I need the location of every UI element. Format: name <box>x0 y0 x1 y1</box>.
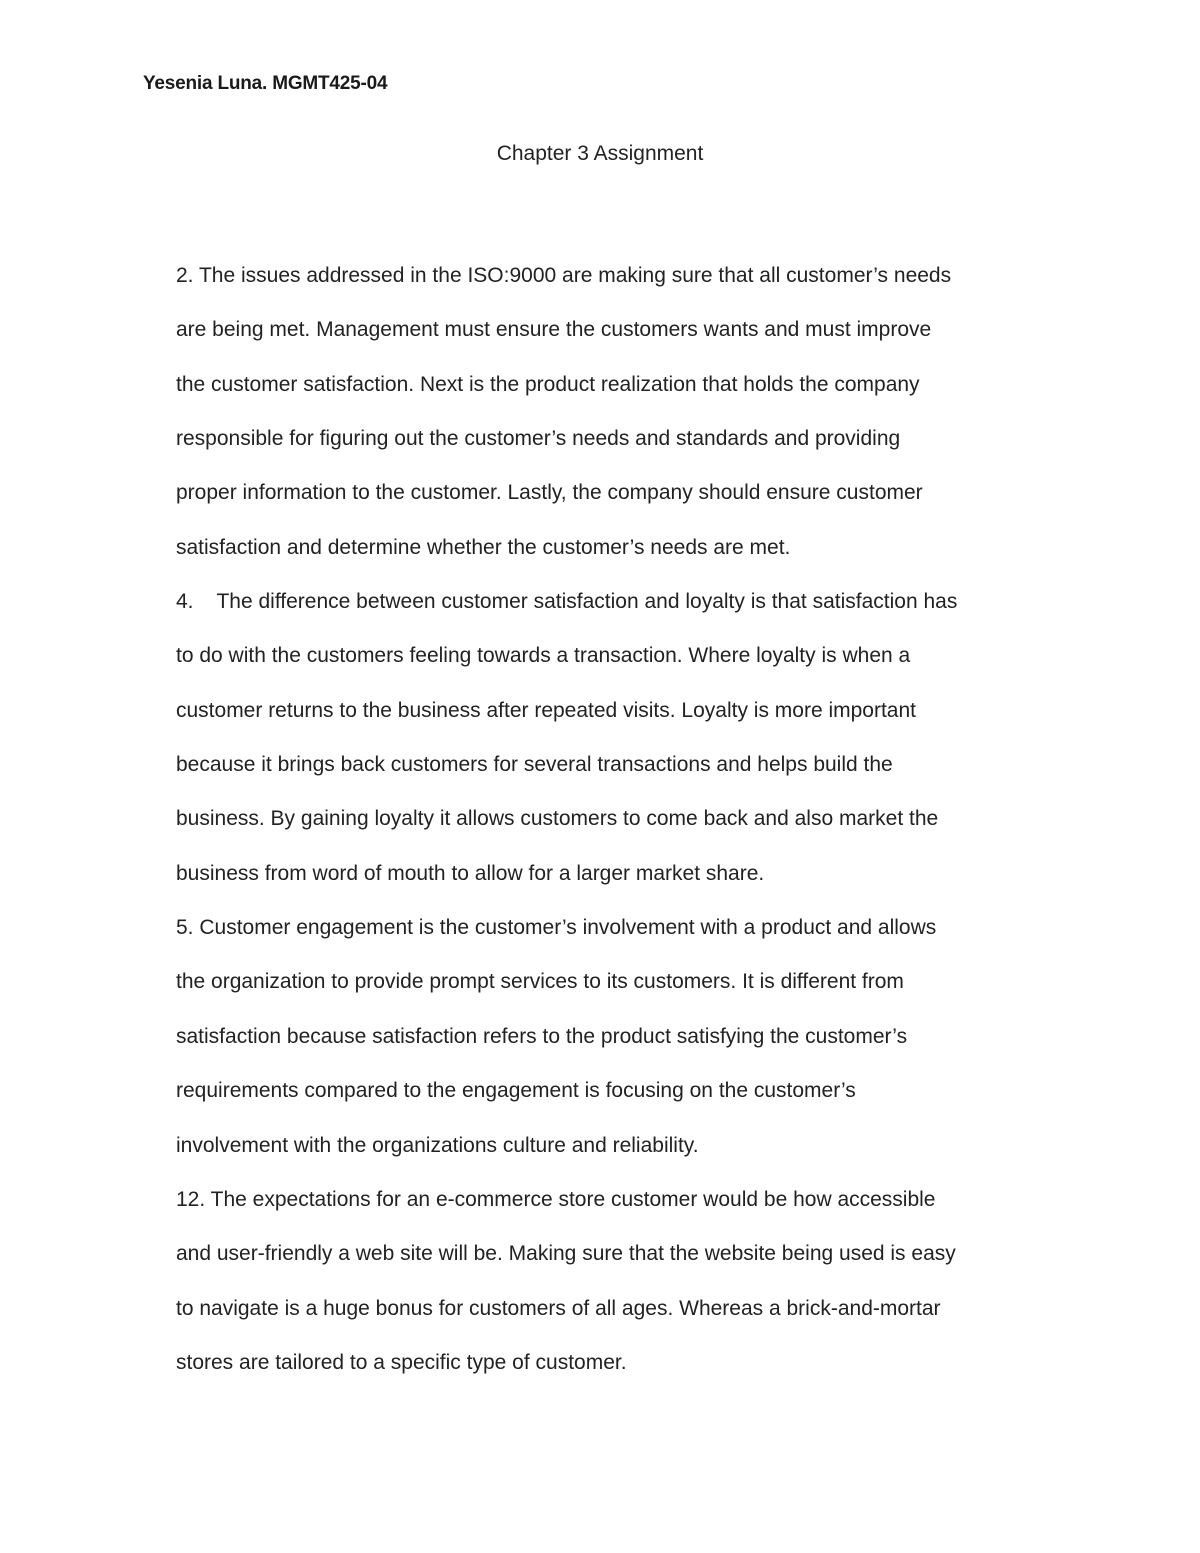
text-line: the customer satisfaction. Next is the product realization that holds the company <box>176 372 920 396</box>
text-line: involvement with the organizations culture and reliability. <box>176 1133 699 1157</box>
text-line: the organization to provide prompt services to its customers. It is different from <box>176 970 904 994</box>
text-line: and user-friendly a web site will be. Making sure that the website being used is easy <box>176 1242 956 1266</box>
text-line: customer returns to the business after repeated visits. Loyalty is more important <box>176 698 916 722</box>
document-title: Chapter 3 Assignment <box>496 142 704 165</box>
author-course-header: Yesenia Luna. MGMT425-04 <box>143 73 388 94</box>
text-line: 2. The issues addressed in the ISO:9000 are making sure that all customer’s needs <box>176 264 952 287</box>
text-line: 4. The difference between customer satisfaction and loyalty is that satisfaction has <box>176 590 958 614</box>
text-line: proper information to the customer. Lastly, the company should ensure customer <box>176 481 923 505</box>
text-line: 5. Customer engagement is the customer’s involvement with a product and allows <box>176 916 937 940</box>
text-line: satisfaction because satisfaction refers to the product satisfying the customer’s <box>176 1024 908 1048</box>
text-line: because it brings back customers for several transactions and helps build the <box>176 753 893 777</box>
text-line: to do with the customers feeling towards a transaction. Where loyalty is when a <box>176 644 911 668</box>
text-line: business from word of mouth to allow for a larger market share. <box>176 861 765 885</box>
text-line: business. By gaining loyalty it allows customers to come back and also market the <box>176 807 939 831</box>
text-line: 12. The expectations for an e-commerce store customer would be how accessible <box>176 1187 936 1211</box>
text-line: requirements compared to the engagement is focusing on the customer’s <box>176 1079 856 1103</box>
text-line: to navigate is a huge bonus for customers of all ages. Whereas a brick-and-mortar <box>176 1296 941 1320</box>
document-body <box>176 249 1076 1390</box>
text-line: responsible for figuring out the customer’s needs and standards and providing <box>176 427 901 451</box>
text-line: are being met. Management must ensure the customers wants and must improve <box>176 318 932 342</box>
text-line: stores are tailored to a specific type of customer. <box>176 1350 627 1374</box>
text-line: satisfaction and determine whether the customer’s needs are met. <box>176 535 791 559</box>
